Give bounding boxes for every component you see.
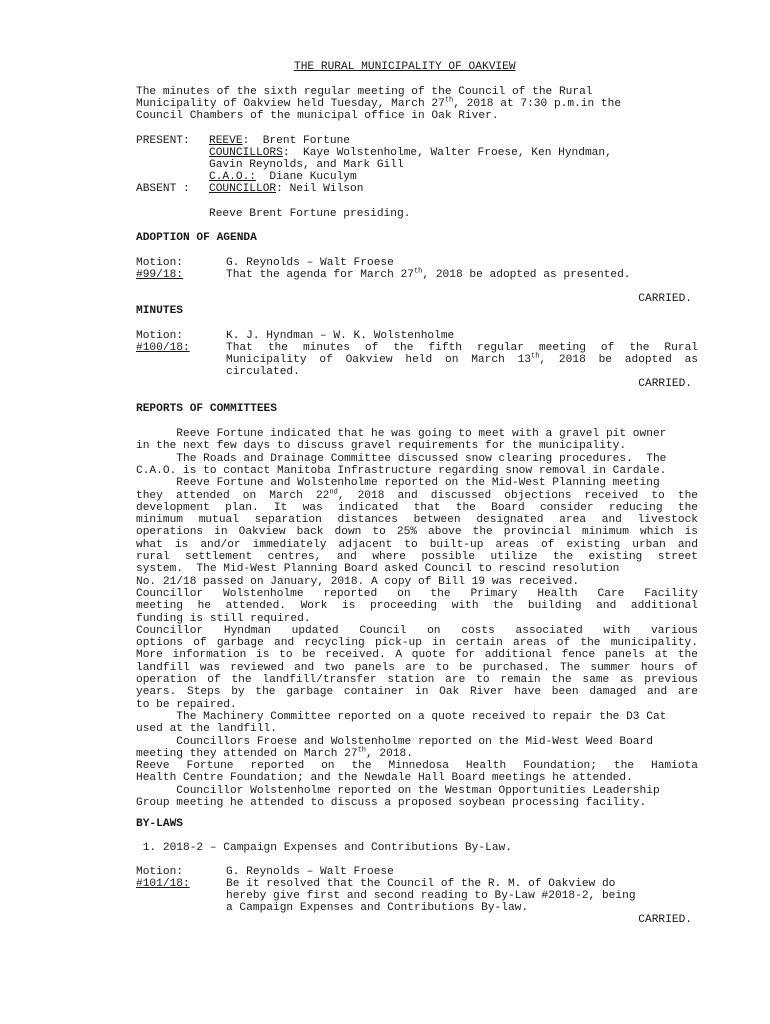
- report-line: development plan. It was indicated that the Board consider reducing the: [136, 501, 698, 514]
- report-line: The Machinery Committee reported on a quote received to repair the D3 Cat: [136, 710, 667, 723]
- councillors-line-1: COUNCILLORS: Kaye Wolstenholme, Walter Froese, Ken Hyndman,: [209, 147, 612, 159]
- report-line: Reeve Fortune and Wolstenholme reported on the Mid-West Planning meeting: [136, 477, 660, 490]
- absent-label: ABSENT :: [136, 183, 190, 195]
- bylaw-movers: G. Reynolds – Walt Froese: [226, 866, 394, 878]
- report-line: The Roads and Drainage Committee discussed snow clearing procedures. The: [136, 452, 667, 465]
- document-title: THE RURAL MUNICIPALITY OF OAKVIEW: [294, 61, 516, 73]
- minutes-text-line-1: That the minutes of the fifth regular meeting of the Rural: [226, 342, 698, 354]
- report-line: No. 21/18 passed on January, 2018. A copy of Bill 19 was received.: [136, 575, 580, 588]
- report-line: landfill was reviewed and two panels are to be purchased. The summer hours of: [136, 661, 698, 674]
- report-line: used at the landfill.: [136, 723, 277, 736]
- absent-line: COUNCILLOR: Neil Wilson: [209, 183, 364, 195]
- cao-line: C.A.O.: Diane Kuculym: [209, 171, 357, 183]
- report-line: Councillors Froese and Wolstenholme reported on the Mid-West Weed Board: [136, 735, 653, 748]
- bylaw-text-line-3: a Campaign Expenses and Contributions By-law.: [226, 902, 529, 914]
- report-line: meeting he attended. Work is proceeding with the building and additional: [136, 600, 698, 613]
- report-line: Group meeting he attended to discuss a proposed soybean processing facility.: [136, 797, 647, 809]
- minutes-text-line-3: circulated.: [226, 366, 300, 378]
- intro-line-1: The minutes of the sixth regular meeting of the Council of the Rural: [136, 86, 593, 98]
- councillors-line-2: Gavin Reynolds, and Mark Gill: [209, 159, 404, 171]
- report-line: to be repaired.: [136, 698, 237, 711]
- bylaw-carried: CARRIED.: [638, 914, 692, 926]
- report-line: minimum mutual separation distances between designated area and livestock: [136, 514, 698, 527]
- minutes-motion-number: #100/18:: [136, 342, 190, 354]
- bylaw-motion-label: Motion:: [136, 866, 183, 878]
- bylaw-item: 1. 2018-2 – Campaign Expenses and Contributions By-Law.: [136, 842, 512, 854]
- intro-line-2: Municipality of Oakview held Tuesday, March 27th, 2018 at 7:30 p.m.in the: [136, 96, 622, 110]
- adoption-movers: G. Reynolds – Walt Froese: [226, 257, 394, 269]
- report-line: they attended on March 22nd, 2018 and discussed objections received to the: [136, 487, 698, 502]
- report-line: meeting they attended on March 27th, 2018.: [136, 746, 413, 760]
- report-line: rural settlement centres, and where possible utilize the existing street: [136, 551, 698, 563]
- reeve-line: REEVE: Brent Fortune: [209, 135, 350, 147]
- minutes-text-line-2: Municipality of Oakview held on March 13th, 2018 be adopted as: [226, 352, 699, 366]
- report-line: Health Centre Foundation; and the Newdale Hall Board meetings he attended.: [136, 772, 633, 785]
- report-line: Reeve Fortune reported on the Minnedosa Health Foundation; the Hamiota: [136, 760, 698, 773]
- report-line: Councillor Wolstenholme reported on the Primary Health Care Facility: [136, 587, 698, 600]
- adoption-carried: CARRIED.: [638, 293, 692, 305]
- adoption-heading: ADOPTION OF AGENDA: [136, 232, 257, 244]
- intro-line-3: Council Chambers of the municipal office in Oak River.: [136, 110, 499, 122]
- presiding-line: Reeve Brent Fortune presiding.: [209, 208, 411, 220]
- report-line: options of garbage and recycling pick-up in certain areas of the municipality.: [136, 637, 698, 650]
- present-label: PRESENT:: [136, 135, 190, 147]
- report-line: system. The Mid-West Planning Board asked Council to rescind resolution: [136, 563, 620, 576]
- bylaws-heading: BY-LAWS: [136, 818, 183, 830]
- bylaw-text-line-2: hereby give first and second reading to By-Law #2018-2, being: [226, 890, 636, 902]
- report-line: funding is still required.: [136, 612, 311, 625]
- report-line: More information is to be received. A quote for additional fence panels at the: [136, 649, 698, 662]
- report-line: operation of the landfill/transfer station are to remain the same as previous: [136, 674, 698, 686]
- minutes-movers: K. J. Hyndman – W. K. Wolstenholme: [226, 330, 455, 342]
- adoption-text: That the agenda for March 27th, 2018 be adopted as presented.: [226, 267, 631, 281]
- report-line: Councillor Wolstenholme reported on the Westman Opportunities Leadership: [136, 784, 660, 797]
- report-line: years. Steps by the garbage container in Oak River have been damaged and are: [136, 686, 698, 699]
- report-line: C.A.O. is to contact Manitoba Infrastructure regarding snow removal in Cardale.: [136, 464, 667, 477]
- report-line: in the next few days to discuss gravel requirements for the municipality.: [136, 440, 627, 453]
- minutes-heading: MINUTES: [136, 305, 183, 317]
- minutes-carried: CARRIED.: [638, 378, 692, 390]
- minutes-motion-label: Motion:: [136, 330, 183, 342]
- bylaw-motion-number: #101/18:: [136, 878, 190, 890]
- bylaw-text-line-1: Be it resolved that the Council of the R. M. of Oakview do: [226, 878, 616, 890]
- report-line: Reeve Fortune indicated that he was going to meet with a gravel pit owner: [136, 428, 667, 440]
- report-line: operations in Oakview back down to 25% above the provincial minimum which is: [136, 526, 698, 539]
- adoption-motion-number: #99/18:: [136, 269, 183, 281]
- adoption-motion-label: Motion:: [136, 257, 183, 269]
- report-line: Councillor Hyndman updated Council on costs associated with various: [136, 624, 698, 637]
- report-line: what is and/or immediately adjacent to built-up areas of existing urban and: [136, 538, 698, 551]
- reports-heading: REPORTS OF COMMITTEES: [136, 403, 277, 415]
